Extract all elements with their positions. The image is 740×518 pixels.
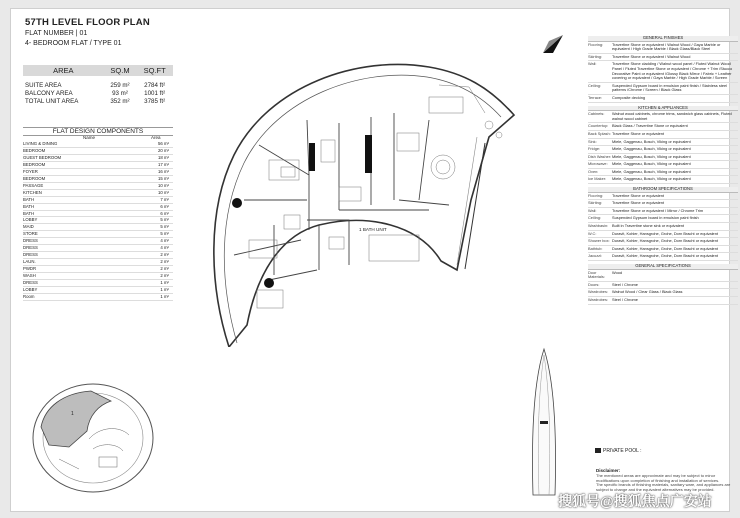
area-row: [23, 97, 173, 105]
core-shaft: [365, 135, 372, 173]
component-name: LOBBY: [23, 287, 38, 293]
structural-column: [232, 198, 242, 208]
unit-label: 1 BATH UNIT: [359, 227, 387, 232]
spec-value: Miele, Gaggenau, Bosch, Viking or equivalent: [612, 161, 691, 167]
component-row: [23, 211, 173, 218]
spec-label: Cabinets:: [588, 111, 605, 117]
spec-value: Steel / Chrome: [612, 296, 638, 302]
spec-value: Duravit, Kohler, Hansgrohe, Grohe, Dorn Bracht or equivalent: [612, 245, 718, 251]
component-area: 15 m²: [158, 175, 169, 181]
component-area: 56 m²: [158, 141, 169, 146]
component-name: KITCHEN: [23, 189, 42, 195]
component-area: 5 m²: [160, 231, 169, 237]
north-arrow-icon: [539, 31, 567, 57]
component-name: BEDROOM: [23, 147, 46, 153]
spec-row: [588, 61, 738, 82]
spec-value: Miele, Gaggenau, Bosch, Viking or equivalent: [612, 146, 691, 152]
spec-value: Miele, Gaggenau, Bosch, Viking or equivalent: [612, 168, 691, 174]
watermark: 搜狐号@搜狐焦点广安站: [558, 493, 712, 509]
spec-value: Composite decking: [612, 94, 646, 100]
building-outline: [214, 64, 514, 347]
component-area: 6 m²: [160, 203, 169, 209]
spec-row: [588, 231, 738, 239]
spec-label: Wall:: [588, 61, 597, 67]
component-area: 16 m²: [158, 168, 169, 174]
pool-swatch: [595, 448, 601, 453]
spec-value: Duravit, Kohler, Hansgrohe, Grohe, Dorn Bracht or equivalent: [612, 230, 718, 236]
component-area: 2 m²: [160, 259, 169, 265]
spec-label: Ceiling:: [588, 215, 601, 221]
component-area: 20 m²: [158, 147, 169, 153]
component-row: [23, 176, 173, 183]
spec-label: Washbasin:: [588, 223, 609, 229]
disclaimer-line: The mentioned areas are approximate and may be subject to minor modifications upon completion of finishing and installation of services.: [596, 472, 720, 483]
spec-section-title: GENERAL SPECIFICATIONS: [588, 264, 738, 270]
spec-value: Steel / Chrome: [612, 281, 638, 287]
component-area: 5 m²: [160, 224, 169, 230]
component-name: GUEST BEDROOM: [23, 154, 62, 160]
component-area: 4 m²: [160, 245, 169, 251]
spec-label: Wall:: [588, 207, 597, 213]
spec-row: [588, 238, 738, 246]
component-row: [23, 245, 173, 252]
component-row: [23, 217, 173, 224]
spec-value: Built in Travertine stone sink or equivalent: [612, 223, 685, 229]
component-name: MAID: [23, 224, 34, 230]
spec-row: [588, 83, 738, 95]
component-row: [23, 273, 173, 280]
component-row: [23, 148, 173, 155]
spec-label: Flooring:: [588, 192, 604, 198]
component-name: WASH: [23, 273, 36, 279]
component-area: 17 m²: [158, 161, 169, 167]
spec-label: Shower box:: [588, 238, 610, 244]
components-title: FLAT DESIGN COMPONENTS: [23, 127, 173, 136]
spec-section-title: GENERAL FINISHES: [588, 36, 738, 42]
spec-label: Door Materials:: [588, 269, 605, 280]
component-area: 2 m²: [160, 252, 169, 258]
spec-label: Wardrobes:: [588, 289, 608, 295]
spec-value: Suspended Gypsum board in emulsion paint finish: [612, 215, 699, 221]
spec-row: [588, 95, 738, 103]
spec-row: [588, 161, 738, 169]
component-row: [23, 266, 173, 273]
component-area: 2 m²: [160, 273, 169, 279]
area-column-header: Area: [151, 135, 161, 140]
spec-row: [588, 208, 738, 216]
spec-row: [588, 154, 738, 162]
component-name: BATH: [23, 203, 35, 209]
component-area: 5 m²: [160, 217, 169, 223]
disclaimer-title: Disclaimer:: [596, 468, 621, 473]
spec-label: Jacuzzi:: [588, 253, 603, 259]
spec-row: [588, 215, 738, 223]
component-name: Room: [23, 293, 35, 299]
spec-value: Duravit, Kohler, Hansgrohe, Grohe, Dorn Bracht or equivalent: [612, 253, 718, 259]
component-row: [23, 238, 173, 245]
spec-row: [588, 282, 738, 290]
spec-label: Bathtub:: [588, 245, 603, 251]
sqft-header: SQ.FT: [136, 65, 173, 76]
flat-number: FLAT NUMBER | 01: [25, 30, 88, 37]
spec-row: [588, 200, 738, 208]
spec-value: Miele, Gaggenau, Bosch, Viking or equivalent: [612, 138, 691, 144]
component-area: 1 m²: [160, 280, 169, 286]
spec-value: Wood: [612, 269, 623, 275]
area-name: BALCONY AREA: [25, 89, 73, 97]
component-row: [23, 197, 173, 204]
component-name: DRESS: [23, 245, 38, 251]
components-list: [23, 141, 173, 301]
spec-row: [588, 169, 738, 177]
spec-label: Ceiling:: [588, 82, 601, 88]
spec-label: Terrace:: [588, 94, 603, 100]
component-row: [23, 183, 173, 190]
spec-value: Travertine Stone or equivalent / Walnut Wood / Gaya Marble or equivalent / High Grade Marble / Black Glass/Black Steel: [612, 41, 721, 52]
spec-label: Oven:: [588, 168, 599, 174]
component-name: STORE: [23, 231, 38, 237]
unit-marker: 1: [71, 411, 74, 417]
area-sqm: 259 m²: [110, 81, 130, 89]
spec-row: [588, 139, 738, 147]
component-row: [23, 224, 173, 231]
room-walls: [234, 113, 449, 280]
core-shaft: [309, 143, 315, 171]
spec-row: [588, 223, 738, 231]
spec-label: Wardrobes:: [588, 296, 608, 302]
component-name: LOBBY: [23, 217, 38, 223]
pool-label: PRIVATE POOL :: [603, 448, 642, 454]
area-sqft: 2784 ft²: [144, 81, 166, 89]
flat-type: 4- BEDROOM FLAT / TYPE 01: [25, 40, 122, 47]
component-row: [23, 141, 173, 148]
component-row: [23, 259, 173, 266]
area-sqft: 1001 ft²: [144, 89, 166, 97]
spec-label: Microwave:: [588, 161, 608, 167]
component-row: [23, 162, 173, 169]
spec-value: Travertine Stone cladding / Walnut wood panel / Fluted Walnut Wood Panel / Fluted Travertine Stone or equivalent / Chrome + Trim /Stucco Decorative Paint or equivalent /Glossy Black Mirror / Fabric + Leather covering or equivalent / Gaya Marble / High Grade Marble / Screen: [612, 61, 733, 81]
disclaimer-line: The specific brands of finishing materials, sanitary ware, and appliances are subject to change and the equivalent alternatives may be provided.: [596, 482, 731, 493]
spec-row: [588, 253, 738, 261]
spec-value: Duravit, Kohler, Hansgrohe, Grohe, Dorn Bracht or equivalent: [612, 238, 718, 244]
spec-row: [588, 270, 738, 282]
component-row: [23, 169, 173, 176]
spec-row: [588, 123, 738, 131]
component-row: [23, 190, 173, 197]
spec-value: Miele, Gaggenau, Bosch, Viking or equivalent: [612, 153, 691, 159]
area-sqm: 352 m²: [110, 97, 130, 105]
component-name: DRESS: [23, 252, 38, 258]
spec-label: Fridge:: [588, 146, 601, 152]
component-row: [23, 231, 173, 238]
spec-label: Sink:: [588, 138, 597, 144]
component-area: 4 m²: [160, 238, 169, 244]
component-name: BATH: [23, 210, 35, 216]
component-area: 1 m²: [160, 287, 169, 293]
component-area: 10 m²: [158, 189, 169, 195]
spec-value: Miele, Gaggenau, Bosch, Viking or equivalent: [612, 176, 691, 182]
spec-row: [588, 42, 738, 54]
spec-row: [588, 193, 738, 201]
component-row: [23, 280, 173, 287]
component-name: DRESS: [23, 280, 38, 286]
component-area: 1 m²: [160, 293, 169, 299]
balcony-edge: [465, 143, 485, 269]
level-marker: [540, 421, 548, 424]
furniture: [249, 85, 502, 308]
area-name: SUITE AREA: [25, 81, 62, 89]
spec-label: Back Splash:: [588, 130, 611, 136]
spec-label: W.C:: [588, 230, 597, 236]
spec-value: Travertine Stone or equivalent / Mirror / Chrome Trim: [612, 207, 704, 213]
component-name: LIVING & DINING: [23, 141, 58, 146]
spec-row: [588, 146, 738, 154]
name-column-header: Name: [83, 135, 96, 140]
spec-value: Travertine Stone or equivalent: [612, 130, 664, 136]
spec-value: Black Glass / Travertine Stone or equivalent: [612, 123, 688, 129]
component-name: PASSAGE: [23, 182, 44, 188]
spec-row: [588, 297, 738, 305]
component-name: DRESS: [23, 238, 38, 244]
component-area: 7 m²: [160, 196, 169, 202]
spec-row: [588, 176, 738, 184]
component-area: 10 m²: [158, 182, 169, 188]
component-name: BEDROOM: [23, 175, 46, 181]
floor-plan-sheet: [10, 8, 733, 512]
floor-plan-drawing: [189, 25, 519, 347]
component-name: PWDR: [23, 266, 37, 272]
pool-legend: [595, 448, 642, 454]
component-row: [23, 155, 173, 162]
component-area: 2 m²: [160, 266, 169, 272]
component-row: [23, 287, 173, 294]
inner-facade-line: [224, 75, 501, 343]
balcony-glass: [457, 137, 477, 265]
structural-column: [264, 278, 274, 288]
spec-value: Walnut Wood / Clear Glass / Black Glass: [612, 289, 683, 295]
spec-label: Flooring:: [588, 41, 604, 47]
component-name: FOYER: [23, 168, 38, 174]
area-row: [23, 81, 173, 89]
spec-label: Countertop:: [588, 123, 609, 129]
spec-row: [588, 246, 738, 254]
spec-value: Travertine Stone or equivalent: [612, 192, 664, 198]
spec-row: [588, 131, 738, 139]
spec-value: Suspended Gypsum board in emulsion paint finish / Stainless steel patterns /Chrome / Screen / Black Glass: [612, 82, 728, 93]
area-table: [23, 65, 173, 105]
spec-label: Doors:: [588, 281, 600, 287]
spec-label: Skirting:: [588, 53, 603, 59]
component-area: 18 m²: [158, 154, 169, 160]
spec-value: Travertine Stone or equivalent / Walnut Wood: [612, 53, 691, 59]
area-sqft: 3785 ft²: [144, 97, 166, 105]
spec-row: [588, 111, 738, 123]
key-plan: [29, 379, 159, 497]
spec-section-title: BATHROOM SPECIFICATIONS: [588, 187, 738, 193]
area-header: AREA: [23, 65, 104, 76]
spec-label: Dish Washer:: [588, 153, 612, 159]
spec-label: Ice Maker:: [588, 176, 607, 182]
disclaimer: [596, 469, 738, 493]
sqm-header: SQ.M: [104, 65, 137, 76]
area-name: TOTAL UNIT AREA: [25, 97, 79, 105]
specifications-panel: [588, 33, 738, 305]
tower-elevation: [527, 347, 561, 497]
area-sqm: 93 m²: [112, 89, 128, 97]
component-area: 6 m²: [160, 210, 169, 216]
spec-label: Skirting:: [588, 200, 603, 206]
component-row: [23, 204, 173, 211]
spec-section-title: KITCHEN & APPLIANCES: [588, 106, 738, 112]
page-title: 57TH LEVEL FLOOR PLAN: [25, 17, 150, 28]
area-row: [23, 89, 173, 97]
component-row: [23, 294, 173, 301]
component-row: [23, 252, 173, 259]
spec-value: Travertine Stone or equivalent: [612, 200, 664, 206]
component-name: BEDROOM: [23, 161, 46, 167]
spec-value: Walnut wood cabinets, chrome trims, sandwich glass cabinets, Fluted walnut wood cabinet: [612, 111, 732, 121]
spec-row: [588, 54, 738, 62]
spec-row: [588, 289, 738, 297]
component-name: LAUN.: [23, 259, 36, 265]
component-name: BATH: [23, 196, 35, 202]
